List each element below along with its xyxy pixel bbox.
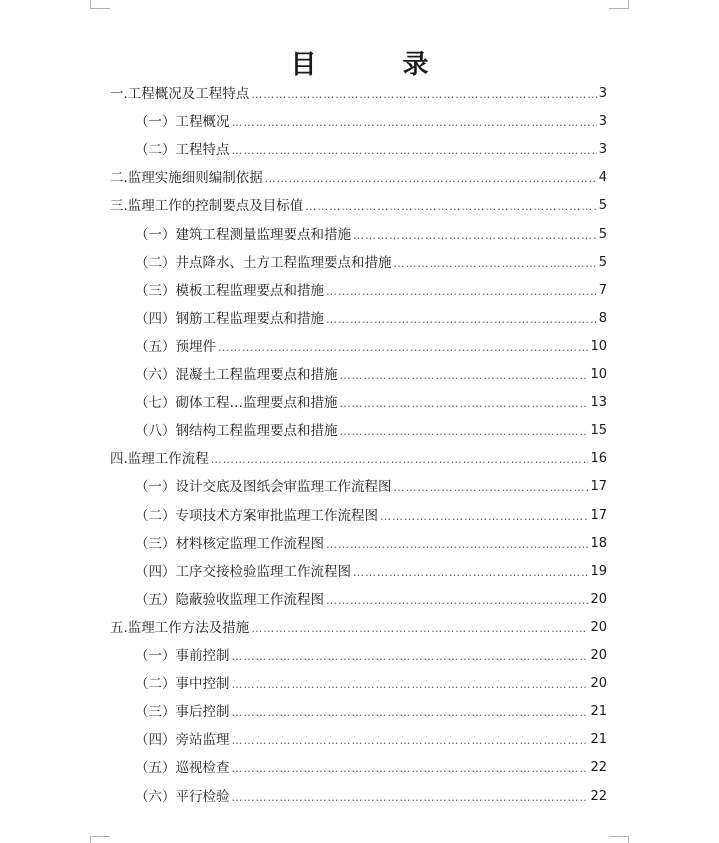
toc-leader-dots xyxy=(211,451,589,469)
toc-entry-page-number: 5 xyxy=(598,254,607,270)
toc-entry-page-number: 20 xyxy=(590,619,607,635)
toc-entry-label: （六）平行检验 xyxy=(135,788,230,805)
toc-leader-dots xyxy=(340,395,589,413)
toc-entry[interactable] xyxy=(110,168,607,188)
toc-entry[interactable] xyxy=(135,758,607,778)
toc-entry-page-number: 10 xyxy=(590,338,607,354)
toc-entry[interactable] xyxy=(135,506,607,526)
toc-entry[interactable] xyxy=(135,393,607,413)
toc-entry[interactable] xyxy=(110,449,607,469)
toc-entry-label: （五）巡视检查 xyxy=(135,760,230,777)
toc-leader-dots xyxy=(394,255,597,273)
toc-entry-page-number: 4 xyxy=(598,170,607,186)
toc-entry[interactable] xyxy=(110,196,607,216)
toc-entry[interactable] xyxy=(135,337,607,357)
toc-entry-page-number: 3 xyxy=(598,114,607,130)
crop-mark-top-left xyxy=(90,0,91,8)
toc-entry-page-number: 10 xyxy=(590,367,607,382)
toc-entry-label: （三）事后控制 xyxy=(135,704,230,721)
toc-entry[interactable] xyxy=(135,281,607,301)
toc-entry[interactable] xyxy=(135,421,607,441)
toc-entry-page-number: 22 xyxy=(590,760,607,776)
toc-entry[interactable] xyxy=(135,646,607,666)
toc-entry-label: 一.工程概况及工程特点 xyxy=(110,86,250,102)
toc-entry[interactable] xyxy=(135,787,607,807)
toc-entry-label: （八）钢结构工程监理要点和措施 xyxy=(135,423,338,440)
toc-entry-page-number: 18 xyxy=(590,535,607,551)
toc-entry-page-number: 3 xyxy=(598,86,607,101)
toc-leader-dots xyxy=(326,283,597,301)
toc-entry-label: 四.监理工作流程 xyxy=(110,451,209,468)
toc-entry-page-number: 20 xyxy=(590,591,607,607)
crop-mark-bottom-right xyxy=(628,836,629,843)
toc-leader-dots xyxy=(394,479,589,497)
toc-entry-page-number: 7 xyxy=(598,282,607,298)
toc-entry-page-number: 22 xyxy=(590,788,607,804)
toc-entry[interactable] xyxy=(135,253,607,273)
toc-entry-label: （一）设计交底及图纸会审监理工作流程图 xyxy=(135,479,392,496)
toc-leader-dots xyxy=(232,114,597,132)
toc-entry-page-number: 17 xyxy=(590,479,607,495)
toc-entry-page-number: 16 xyxy=(590,451,607,467)
toc-entry-label: （五）隐蔽验收监理工作流程图 xyxy=(135,591,324,608)
toc-leader-dots xyxy=(380,508,588,526)
toc-entry-label: 三.监理工作的控制要点及目标值 xyxy=(110,198,304,215)
crop-mark-top-right xyxy=(628,0,629,8)
toc-leader-dots xyxy=(251,86,596,104)
toc-entry[interactable] xyxy=(135,112,607,132)
toc-entry-label: （二）专项技术方案审批监理工作流程图 xyxy=(135,507,378,524)
toc-entry[interactable] xyxy=(110,84,607,104)
toc-entry[interactable] xyxy=(135,309,607,329)
toc-leader-dots xyxy=(353,227,597,245)
toc-leader-dots xyxy=(326,592,588,610)
toc-entry[interactable] xyxy=(135,534,607,554)
toc-leader-dots xyxy=(340,423,589,441)
toc-entry[interactable] xyxy=(135,365,607,385)
toc-leader-dots xyxy=(218,339,588,357)
toc-leader-dots xyxy=(353,564,588,582)
toc-entry-label: （四）工序交接检验监理工作流程图 xyxy=(135,563,351,580)
toc-entry-label: 五.监理工作方法及措施 xyxy=(110,619,250,636)
toc-entry-label: （三）材料核定监理工作流程图 xyxy=(135,535,324,552)
toc-entry-page-number: 21 xyxy=(590,732,607,748)
toc-entry-page-number: 20 xyxy=(590,676,607,692)
toc-entry[interactable] xyxy=(135,562,607,582)
toc-entry-label: （一）事前控制 xyxy=(135,648,230,664)
toc-leader-dots xyxy=(232,704,589,722)
toc-leader-dots xyxy=(232,142,597,160)
toc-entry[interactable] xyxy=(135,702,607,722)
toc-leader-dots xyxy=(251,620,588,638)
toc-entry-label: （二）工程特点 xyxy=(135,142,230,159)
crop-mark-top-left-h xyxy=(90,8,110,9)
toc-entry-page-number: 5 xyxy=(598,226,607,242)
toc-leader-dots xyxy=(340,367,589,385)
toc-entry-label: （二）井点降水、土方工程监理要点和措施 xyxy=(135,254,392,271)
toc-entry-label: （二）事中控制 xyxy=(135,676,230,693)
toc-entry-label: 二.监理实施细则编制依据 xyxy=(110,170,263,187)
toc-leader-dots xyxy=(265,170,597,188)
toc-entry-label: （五）预埋件 xyxy=(135,338,216,355)
toc-entry-label: （七）砌体工程…监理要点和措施 xyxy=(135,395,338,412)
toc-entry-page-number: 19 xyxy=(590,563,607,579)
toc-entry-page-number: 3 xyxy=(598,142,607,158)
toc-entry-page-number: 17 xyxy=(590,507,607,523)
toc-entry[interactable] xyxy=(135,477,607,497)
crop-mark-bottom-right-h xyxy=(609,836,629,837)
toc-entry-label: （四）钢筋工程监理要点和措施 xyxy=(135,310,324,327)
crop-mark-bottom-left xyxy=(90,836,91,843)
toc-entry-page-number: 21 xyxy=(590,704,607,720)
page-title: 目 录 xyxy=(290,50,459,80)
toc-entry-label: （三）模板工程监理要点和措施 xyxy=(135,282,324,299)
toc-entry-page-number: 13 xyxy=(590,395,607,411)
toc-entry-label: （四）旁站监理 xyxy=(135,732,230,749)
toc-leader-dots xyxy=(232,732,589,750)
crop-mark-bottom-left-h xyxy=(90,836,110,837)
toc-entry[interactable] xyxy=(135,225,607,245)
toc-entry-page-number: 5 xyxy=(598,198,607,214)
toc-leader-dots xyxy=(232,676,589,694)
toc-entry-page-number: 15 xyxy=(590,423,607,439)
toc-entry[interactable] xyxy=(135,140,607,160)
toc-entry-label: （一）工程概况 xyxy=(135,114,230,131)
toc-leader-dots xyxy=(232,760,589,778)
toc-entry[interactable] xyxy=(135,674,607,694)
toc-leader-dots xyxy=(232,789,589,807)
toc-leader-dots xyxy=(232,648,589,666)
toc-entry-label: （一）建筑工程测量监理要点和措施 xyxy=(135,226,351,243)
toc-entry-page-number: 20 xyxy=(590,648,607,663)
toc-leader-dots xyxy=(305,198,596,216)
toc-entry-label: （六）混凝土工程监理要点和措施 xyxy=(135,367,338,383)
toc-entry-page-number: 8 xyxy=(598,310,607,326)
toc-leader-dots xyxy=(326,536,588,554)
toc-entry[interactable] xyxy=(135,590,607,610)
crop-mark-top-right-h xyxy=(609,8,629,9)
toc-entry[interactable] xyxy=(135,730,607,750)
toc-entry[interactable] xyxy=(110,618,607,638)
toc-leader-dots xyxy=(326,311,597,329)
